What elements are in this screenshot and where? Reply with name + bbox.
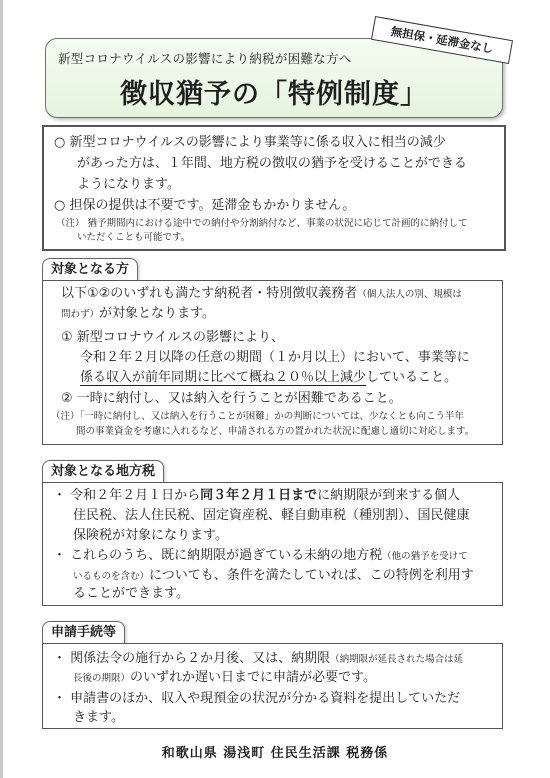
target-taxes-b2-line1: ・ これらのうち、既に納期限が過ぎている未納の地方税（他の猶予を受けて bbox=[53, 548, 468, 563]
page-title: 徴収猶予の「特例制度」 bbox=[120, 79, 428, 110]
application-b1-line2: 長後の期限）のいずれか遅い日までに申請が必要です。 bbox=[73, 670, 376, 685]
section-tab-application: 申請手続等 bbox=[42, 621, 125, 644]
condition-1-line1: ① 新型コロナウイルスの影響により、 bbox=[61, 330, 285, 345]
target-taxes-b2-line2: いるものを含む）についても、条件を満たしていれば、この特例を利用す bbox=[73, 568, 474, 583]
target-persons-note-line2: 間の事業資金を考慮に入れるなど、申請される方の置かれた状況に配慮し適切に対応します。 bbox=[76, 426, 475, 437]
application-b2-line2: きます。 bbox=[73, 710, 124, 725]
intro-bullet1-line3: ようになります。 bbox=[77, 177, 180, 192]
intro-bullet2: ○ 担保の提供は不要です。延滞金もかかりません。 bbox=[54, 198, 356, 213]
intro-note-line1: （注） 猶予期間内における途中での納付や分割納付など、事業の状況に応じて計画的に納付して bbox=[56, 218, 468, 229]
section-tab-target-taxes: 対象となる地方税 bbox=[42, 460, 164, 483]
target-taxes-box bbox=[42, 482, 503, 606]
target-taxes-b2-line3: ることができます。 bbox=[73, 586, 189, 601]
intro-box bbox=[42, 125, 506, 251]
target-persons-box bbox=[42, 280, 503, 445]
page-edge bbox=[0, 0, 3, 778]
target-persons-line1: 以下①②のいずれも満たす納税者・特別徴収義務者（個人法人の別、規模は bbox=[61, 286, 462, 301]
header-subtitle: 新型コロナウイルスの影響により納税が困難な方へ bbox=[58, 51, 352, 66]
target-taxes-b1-line2: 住民税、法人住民税、固定資産税、軽自動車税（種別割）、国民健康 bbox=[73, 508, 470, 523]
condition-1-line3: 係る収入が前年同期に比べて概ね２０％以上減少していること。 bbox=[80, 370, 458, 385]
target-persons-line2: 問わず）が対象となります。 bbox=[61, 306, 215, 321]
application-b1-line1: ・ 関係法令の施行から２か月後、又は、納期限（納期限が延長された場合は延 bbox=[53, 651, 464, 666]
application-b2-line1: ・ 申請書のほか、収入や現預金の状況が分かる資料を提出していただ bbox=[53, 691, 461, 706]
target-taxes-b1-line3: 保険税が対象になります。 bbox=[73, 528, 228, 543]
issuer-footer: 和歌山県 湯浅町 住民生活課 税務係 bbox=[161, 746, 389, 761]
no-collateral-stamp: 無担保・延滞金なし bbox=[371, 16, 513, 64]
condition-2: ② 一時に納付し、又は納入を行うことが困難であること。 bbox=[61, 391, 402, 406]
condition-1-line2: 令和２年２月以降の任意の期間（１か月以上）において、事業等に bbox=[80, 350, 470, 365]
application-box bbox=[42, 643, 503, 729]
intro-note-line2: いただくことも可能です。 bbox=[77, 232, 191, 243]
intro-bullet1-line2: があった方は、１年間、地方税の徴収の猶予を受けることができる bbox=[77, 156, 467, 171]
target-taxes-b1-line1: ・ 令和２年２月１日から同３年２月１日までに納期限が到来する個人 bbox=[53, 488, 461, 503]
intro-bullet1-line1: ○ 新型コロナウイルスの影響により事業等に係る収入に相当の減少 bbox=[54, 135, 446, 150]
target-persons-note-line1: （注）「一時に納付し、又は納入を行うことが困難」かの判断については、少なくとも向こう半年 bbox=[51, 411, 465, 422]
section-tab-target-persons: 対象となる方 bbox=[42, 258, 138, 281]
